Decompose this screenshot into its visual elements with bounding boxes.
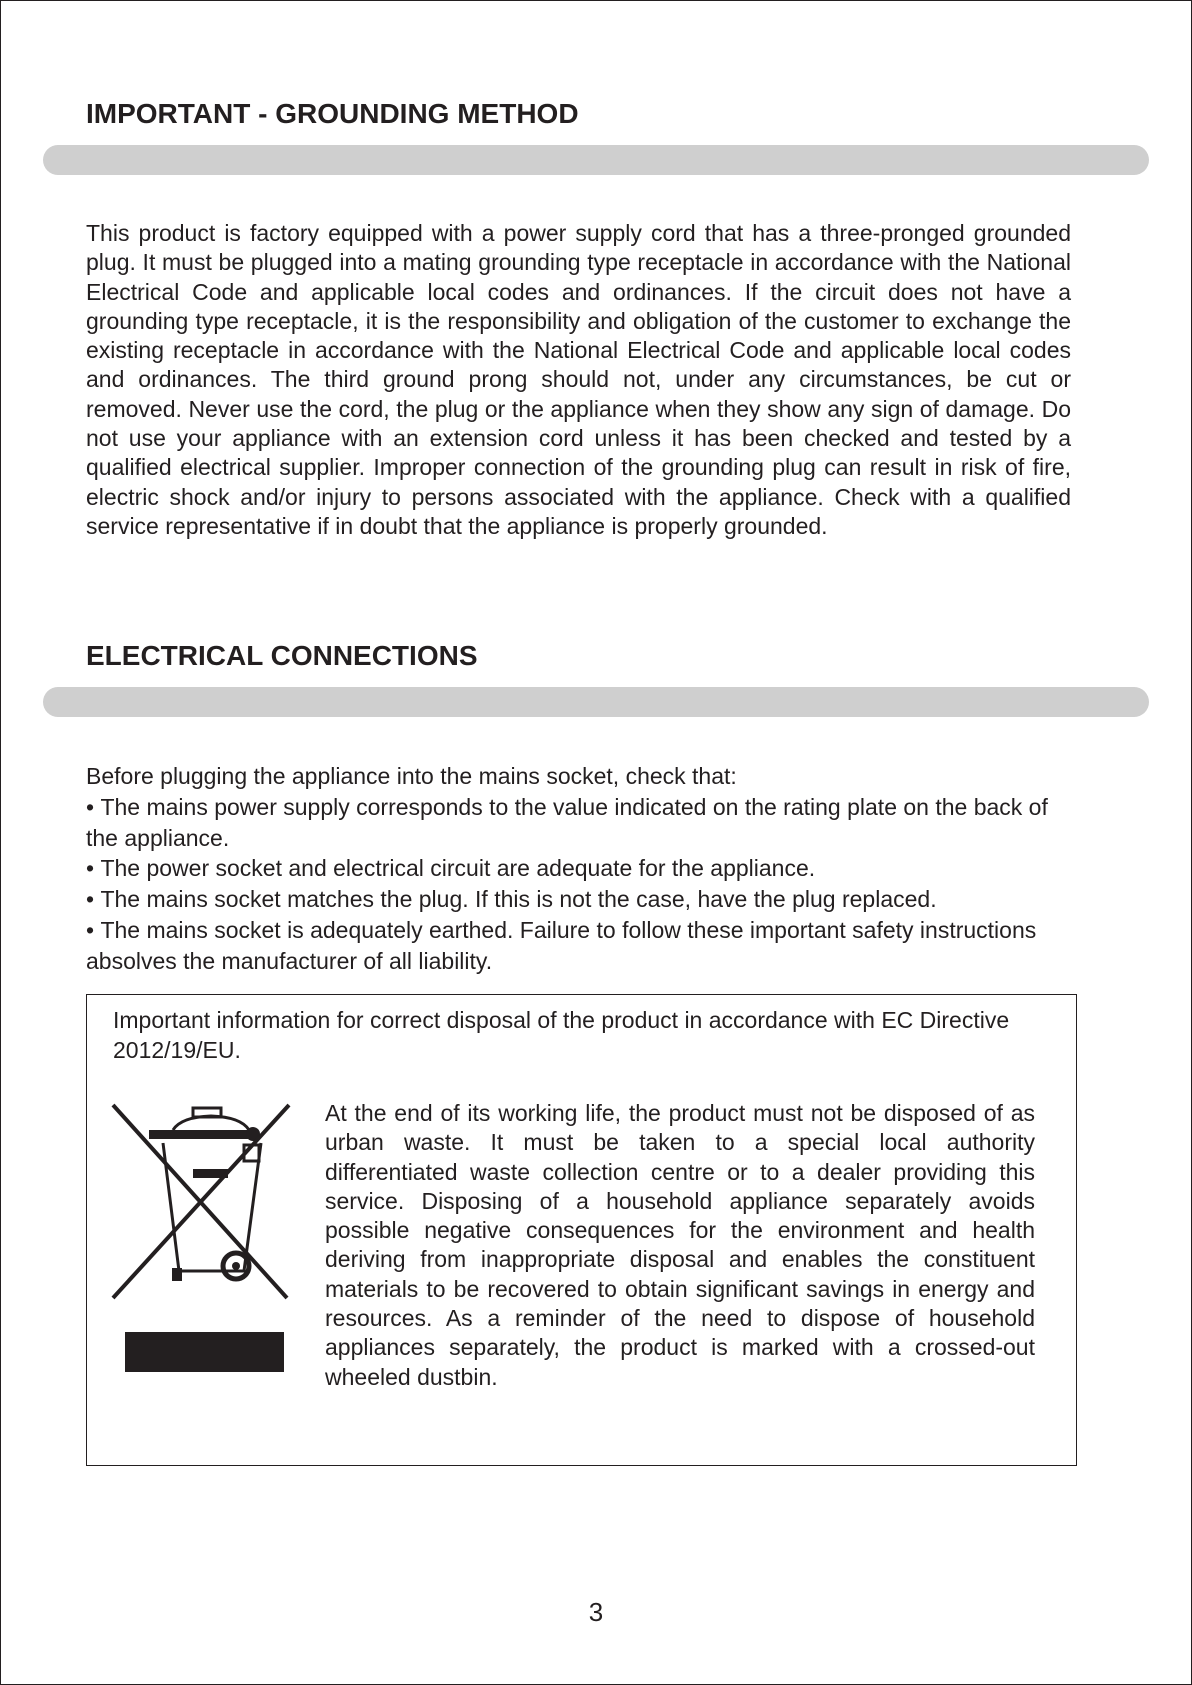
crossed-out-wheeled-bin-icon xyxy=(111,1103,291,1373)
electrical-heading: ELECTRICAL CONNECTIONS xyxy=(86,640,478,671)
electrical-intro: Before plugging the appliance into the mains socket, check that: xyxy=(86,763,737,789)
grounding-heading: IMPORTANT - GROUNDING METHOD xyxy=(86,98,579,129)
disposal-intro: Important information for correct disposal of the product in accordance with EC Directive 2012/19/EU. xyxy=(113,1007,1010,1063)
section-divider-electrical xyxy=(43,687,1149,717)
electrical-bullet-3: • The mains socket matches the plug. If this is not the case, have the plug replaced. xyxy=(86,884,1086,915)
electrical-bullet-1: • The mains power supply corresponds to the value indicated on the rating plate on the back of the appliance. xyxy=(86,792,1086,854)
section-divider-grounding xyxy=(43,145,1149,175)
disposal-paragraph: At the end of its working life, the product must not be disposed of as urban waste. It must be taken to a special local authority differentiated waste collection centre or to a dealer providing this service. Disposing of a household appliance separately avoids possible negative consequences for the environment and health deriving from inappropriate disposal and enables the constituent materials to be recovered to obtain significant savings in energy and resources. As a reminder of the need to dispose of household appliances separately, the product is marked with a crossed-out wheeled dustbin. xyxy=(325,1100,1035,1390)
grounding-paragraph: This product is factory equipped with a power supply cord that has a three-pronged grounded plug. It must be plugged into a mating grounding type receptacle in accordance with the National Electrical Code and applicable local codes and ordinances. If the circuit does not have a grounding type receptacle, it is the responsibility and obligation of the customer to exchange the existing receptacle in accordance with the National Electrical Code and applicable local codes and ordinances. The third ground prong should not, under any circumstances, be cut or removed. Never use the cord, the plug or the appliance when they show any sign of damage. Do not use your appliance with an extension cord unless it has been checked and tested by a qualified electrical supplier. Improper connection of the grounding plug can result in risk of fire, electric shock and/or injury to persons associated with the appliance. Check with a qualified service representative if in doubt that the appliance is properly grounded. xyxy=(86,220,1071,539)
electrical-bullet-4: • The mains socket is adequately earthed. Failure to follow these important safety instructions absolves the manufacturer of all liability. xyxy=(86,915,1086,977)
page-number: 3 xyxy=(588,1597,604,1627)
electrical-bullet-2: • The power socket and electrical circuit are adequate for the appliance. xyxy=(86,853,1086,884)
electrical-connections-block xyxy=(86,761,1086,977)
disposal-info-box xyxy=(86,994,1077,1466)
